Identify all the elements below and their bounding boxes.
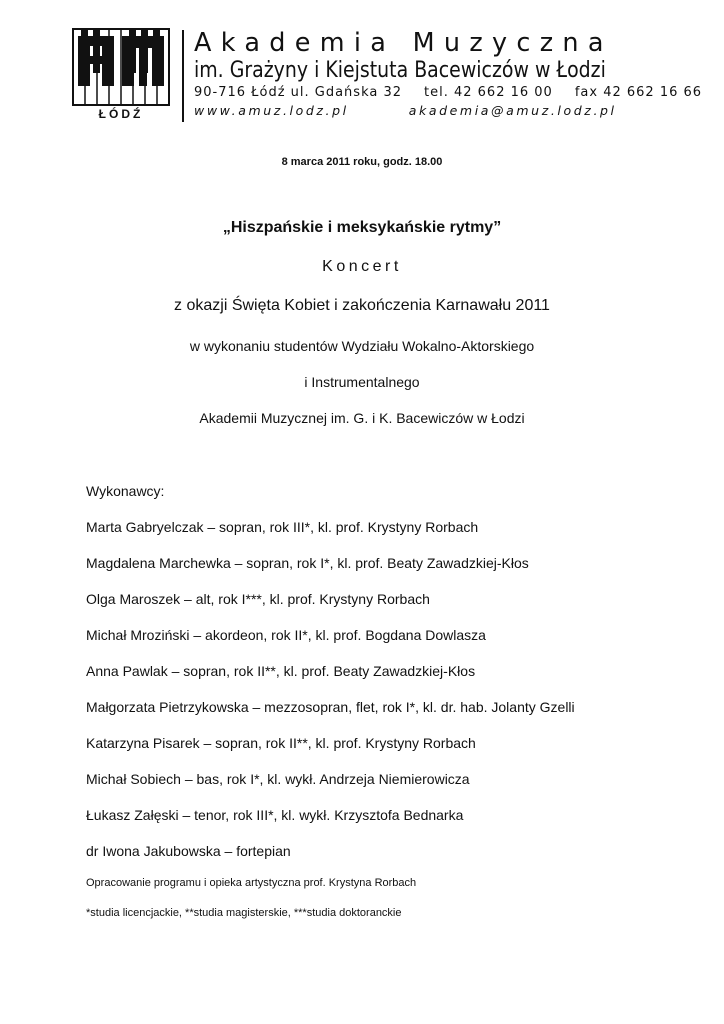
- web-line: [194, 102, 664, 120]
- letterhead: [72, 28, 703, 128]
- address: 90-716 Łódź ul. Gdańska 32: [194, 85, 403, 100]
- letterhead-divider: [182, 30, 184, 122]
- academy-logo: [72, 28, 170, 124]
- performer-item: Michał Sobiech – bas, rok I*, kl. wykł. Andrzeja Niemierowicza: [86, 771, 470, 787]
- academy-subtitle: im. Grażyny i Kiejstuta Bacewiczów w Łodzi: [194, 58, 606, 83]
- email-link[interactable]: akademia@amuz.lodz.pl: [408, 103, 617, 118]
- performed-by-line-3: Akademii Muzycznej im. G. i K. Bacewiczów w Łodzi: [199, 410, 525, 426]
- performers-list: [86, 482, 686, 878]
- concert-type: Koncert: [322, 258, 402, 275]
- performer-item: Anna Pawlak – sopran, rok II**, kl. prof. Beaty Zawadzkiej-Kłos: [86, 663, 476, 679]
- academy-name: Akademia Muzyczna: [194, 28, 613, 58]
- event-date: 8 marca 2011 roku, godz. 18.00: [281, 156, 443, 168]
- program-note: Opracowanie programu i opieka artystyczna prof. Krystyna Rorbach: [86, 877, 417, 889]
- performer-item: Marta Gabryelczak – sopran, rok III*, kl. prof. Krystyny Rorbach: [86, 519, 479, 535]
- performed-by-line-2: i Instrumentalnego: [304, 374, 420, 390]
- piano-keys-logo-icon: [72, 28, 170, 106]
- performer-item: dr Iwona Jakubowska – fortepian: [86, 843, 291, 859]
- performed-by-line-1: w wykonaniu studentów Wydziału Wokalno-Aktorskiego: [189, 338, 535, 354]
- letterhead-text: [194, 28, 703, 120]
- performer-item: Małgorzata Pietrzykowska – mezzosopran, flet, rok I*, kl. dr. hab. Jolanty Gzelli: [86, 699, 575, 715]
- performer-item: Olga Maroszek – alt, rok I***, kl. prof. Krystyny Rorbach: [86, 591, 430, 607]
- performer-item: Łukasz Załęski – tenor, rok III*, kl. wykł. Krzysztofa Bednarka: [86, 807, 464, 823]
- logo-city: ŁÓDŹ: [98, 107, 144, 121]
- concert-title: „Hiszpańskie i meksykańskie rytmy”: [222, 219, 502, 236]
- footnote: *studia licencjackie, **studia magisterskie, ***studia doktoranckie: [86, 907, 402, 919]
- contact-line: [194, 84, 703, 102]
- website-link[interactable]: www.amuz.lodz.pl: [194, 103, 349, 118]
- performer-item: Magdalena Marchewka – sopran, rok I*, kl. prof. Beaty Zawadzkiej-Kłos: [86, 555, 529, 571]
- notes: [86, 876, 686, 936]
- performers-label: Wykonawcy:: [86, 483, 165, 499]
- performer-item: Katarzyna Pisarek – sopran, rok II**, kl. prof. Krystyny Rorbach: [86, 735, 476, 751]
- performer-item: Michał Mroziński – akordeon, rok II*, kl. prof. Bogdana Dowlasza: [86, 627, 486, 643]
- fax: fax 42 662 16 66: [574, 85, 703, 100]
- phone: tel. 42 662 16 00: [424, 85, 553, 100]
- concert-occasion: z okazji Święta Kobiet i zakończenia Karnawału 2011: [174, 297, 550, 314]
